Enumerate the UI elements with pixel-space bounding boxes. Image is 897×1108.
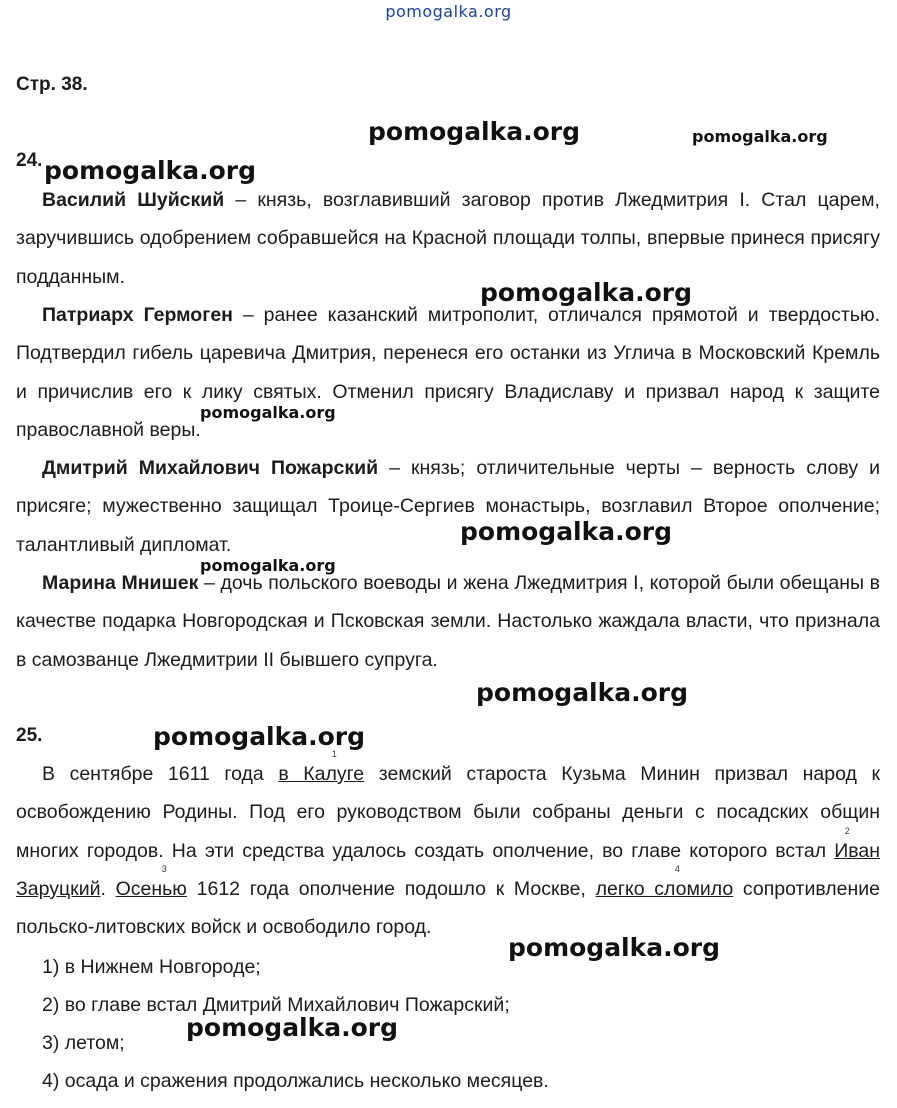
entry-text: – князь, возглавивший заговор против Лжедмитрия I. Стал царем, заручившись одобрением собравшейся на Красной площади толпы, впервые принеся присягу подданным. (16, 189, 880, 288)
page-label: Стр. 38. (16, 74, 88, 95)
error-4 (595, 863, 734, 900)
task-25-number: 25. (16, 725, 43, 746)
error-text: в Калуге (278, 763, 365, 785)
correction-4: 4) осада и сражения продолжались несколько месяцев. (42, 1070, 549, 1092)
watermark: pomogalka.org (200, 556, 336, 575)
watermark: pomogalka.org (200, 403, 336, 422)
text-segment: земский староста Кузьма Минин призвал народ к освобождению Родины. Под его руководством были собраны деньги с посадских общин многих городов. На эти средства удалось создать ополчение, во главе которого встал (16, 763, 880, 862)
text-segment: сопротивление польско-литовских войск и освободило город. (16, 877, 880, 939)
entry-text: – князь; отличительные черты – верность слову и присяге; мужественно защищал Троице-Сергиев монастырь, возглавил Второе ополчение; талантливый дипломат. (16, 457, 880, 556)
text-segment: В сентябре 1611 года (42, 763, 279, 785)
watermark: pomogalka.org (368, 117, 581, 146)
error-text: легко сломило (595, 877, 734, 900)
task-24-entry-germogen (16, 296, 880, 449)
watermark: pomogalka.org (476, 678, 689, 707)
entry-name: Марина Мнишек (42, 572, 199, 594)
task-25-text (16, 749, 880, 946)
text-segment: . (100, 877, 116, 900)
entry-text: – ранее казанский митрополит, отличался прямотой и твердостью. Подтвердил гибель царевича Дмитрия, перенеся его останки из Углича в Московский Кремль и причислив его к лику святых. Отменил присягу Владиславу и призвал народ к защите православной веры. (16, 304, 880, 441)
entry-name: Дмитрий Михайлович Пожарский (42, 457, 379, 479)
watermark: pomogalka.org (186, 1013, 399, 1042)
correction-2: 2) во главе встал Дмитрий Михайлович Пожарский; (42, 994, 510, 1016)
task-24-number: 24. (16, 150, 43, 171)
error-3 (115, 863, 187, 900)
text-segment: 1612 года ополчение подошло к Москве, (186, 877, 596, 900)
footnote-marker-2: 2 (844, 825, 850, 836)
footnote-marker-4: 4 (674, 863, 680, 874)
footnote-marker-3: 3 (161, 863, 167, 874)
correction-1: 1) в Нижнем Новгороде; (42, 956, 261, 978)
entry-name: Патриарх Гермоген (42, 304, 233, 326)
correction-3: 3) летом; (42, 1032, 125, 1054)
task-24-entry-shuisky (16, 181, 880, 296)
watermark: pomogalka.org (44, 156, 257, 185)
task-24-entry-pozharsky (16, 449, 880, 564)
error-1 (278, 749, 365, 785)
site-header[interactable]: pomogalka.org (385, 2, 512, 21)
watermark: pomogalka.org (480, 278, 693, 307)
error-text: Иван Заруцкий (16, 839, 880, 900)
entry-name: Василий Шуйский (42, 189, 225, 211)
entry-text: – дочь польского воеводы и жена Лжедмитрия I, которой были обещаны в качестве подарка Новгородская и Псковская земли. Настолько жаждала власти, что признала в самозванце Лжедмитрии II бывшего супруга. (16, 572, 880, 671)
error-text: Осенью (115, 877, 187, 900)
watermark: pomogalka.org (460, 517, 673, 546)
watermark: pomogalka.org (508, 933, 721, 962)
task-24-entry-mnishek (16, 564, 880, 679)
watermark: pomogalka.org (153, 722, 366, 751)
footnote-marker-1: 1 (331, 749, 337, 759)
watermark: pomogalka.org (692, 127, 828, 146)
